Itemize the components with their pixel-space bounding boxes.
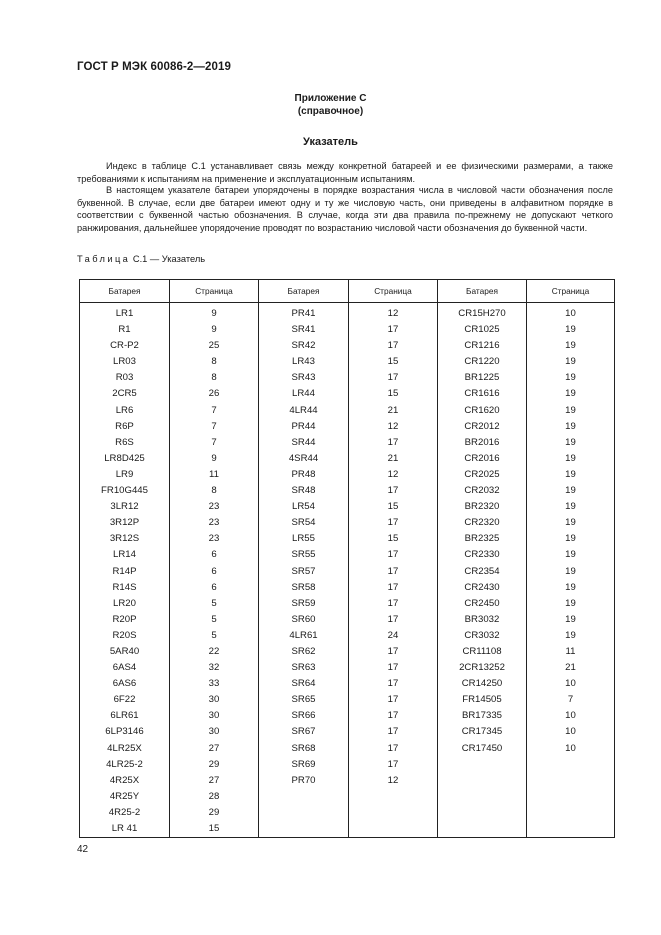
page-reference: 19 (565, 613, 576, 625)
page-reference: 17 (387, 372, 399, 384)
battery-designation: CR2320 (464, 517, 500, 529)
page-reference: 24 (387, 629, 399, 641)
page-reference: 9 (211, 324, 217, 336)
battery-designation: CR14250 (461, 678, 503, 690)
page-reference: 27 (208, 774, 220, 786)
page-reference: 19 (565, 597, 576, 609)
page-reference: 6 (211, 565, 217, 577)
page-reference: 6 (211, 581, 217, 593)
page-reference: 17 (387, 581, 399, 593)
page-reference: 7 (211, 420, 217, 432)
page-reference: 17 (387, 694, 399, 706)
column-header-page: Страница (170, 280, 259, 303)
battery-designation: 2CR13252 (459, 662, 505, 674)
battery-designation: CR2330 (464, 549, 500, 561)
battery-designation: CR2016 (464, 452, 500, 464)
battery-designation: BR2016 (464, 436, 500, 448)
column-header-page: Страница (527, 280, 615, 303)
index-heading: Указатель (303, 136, 358, 148)
page-reference: 19 (565, 468, 576, 480)
battery-designation: PR44 (291, 420, 316, 432)
battery-designation: 6AS6 (112, 678, 137, 690)
battery-designation: 4R25-2 (108, 806, 141, 818)
battery-designation: 5AR40 (109, 645, 140, 657)
page-reference: 5 (211, 613, 217, 625)
battery-designation: SR65 (291, 694, 316, 706)
battery-designation: R03 (115, 372, 134, 384)
page-reference: 19 (565, 420, 576, 432)
caption-prefix: Таблица (77, 254, 131, 264)
battery-designation: SR43 (291, 372, 316, 384)
battery-designation: PR41 (291, 308, 316, 319)
page-column (527, 303, 615, 838)
battery-designation: CR2430 (464, 581, 500, 593)
battery-designation: BR3032 (464, 613, 500, 625)
battery-designation: 6LP3146 (105, 726, 144, 738)
column-header-battery: Батарея (259, 280, 349, 303)
battery-designation: LR 41 (111, 823, 138, 834)
page-reference: 19 (565, 501, 576, 513)
battery-designation: CR2025 (464, 468, 500, 480)
page-reference: 5 (211, 629, 217, 641)
page-reference: 5 (211, 597, 217, 609)
battery-designation: 3R12S (109, 533, 140, 545)
battery-designation: CR11108 (462, 645, 502, 657)
battery-designation: CR2354 (464, 565, 500, 577)
page-reference: 32 (208, 662, 220, 674)
page-reference: 17 (387, 549, 399, 561)
page-reference: 12 (387, 774, 399, 786)
page-reference: 19 (565, 388, 576, 400)
page-reference: 19 (565, 340, 576, 352)
page-reference: 8 (211, 372, 217, 384)
page-reference: 27 (208, 742, 220, 754)
page-reference: 19 (565, 404, 576, 416)
page-reference: 7 (211, 404, 217, 416)
page-reference: 17 (387, 678, 399, 690)
page-number: 42 (77, 844, 89, 855)
page-reference: 15 (387, 356, 399, 368)
battery-designation: CR-P2 (110, 340, 139, 352)
page-reference: 17 (387, 324, 399, 336)
battery-designation: R1 (118, 324, 131, 336)
battery-column (259, 303, 349, 838)
page-reference: 33 (208, 678, 220, 690)
page-reference: 21 (565, 662, 576, 674)
battery-designation: SR67 (291, 726, 316, 738)
page-reference: 15 (208, 823, 220, 834)
page-reference: 19 (565, 372, 576, 384)
battery-designation: R20S (112, 629, 137, 641)
page-reference: 19 (565, 533, 576, 545)
battery-designation: BR1225 (464, 372, 500, 384)
page-reference: 17 (387, 742, 399, 754)
battery-designation: LR20 (113, 597, 136, 609)
battery-designation: SR68 (291, 742, 316, 754)
battery-designation: BR17335 (461, 710, 502, 722)
page-reference: 29 (208, 806, 220, 818)
battery-designation: SR44 (291, 436, 316, 448)
page-reference: 17 (387, 613, 399, 625)
battery-designation: PR70 (291, 774, 316, 786)
battery-designation: SR60 (291, 613, 316, 625)
battery-column (80, 303, 170, 838)
page-reference: 15 (387, 388, 399, 400)
table-header-row (80, 280, 615, 303)
battery-designation: SR63 (291, 662, 316, 674)
caption-text: С.1 — Указатель (130, 254, 206, 264)
battery-designation: SR69 (291, 758, 316, 770)
battery-designation: LR03 (113, 356, 136, 368)
battery-designation: R14S (112, 581, 137, 593)
page-reference: 19 (565, 629, 576, 641)
page-reference: 15 (387, 501, 399, 513)
page-reference: 8 (211, 485, 217, 497)
battery-designation: SR59 (291, 597, 316, 609)
battery-designation: 3R12P (109, 517, 140, 529)
intro-paragraph (77, 160, 613, 185)
page-reference: 10 (565, 742, 576, 754)
page-reference: 17 (387, 340, 399, 352)
battery-designation: 2CR5 (112, 388, 137, 400)
battery-designation: 6AS4 (112, 662, 137, 674)
battery-designation: SR57 (291, 565, 316, 577)
table-body-row (80, 303, 615, 838)
page-reference: 7 (567, 694, 574, 706)
page-reference: 10 (565, 678, 576, 690)
battery-designation: 4LR25X (107, 742, 142, 754)
column-header-battery: Батарея (438, 280, 527, 303)
battery-designation: CR1025 (464, 324, 500, 336)
page-reference: 17 (387, 485, 399, 497)
page-reference: 19 (565, 452, 576, 464)
page-column (170, 303, 259, 838)
battery-designation: R6S (115, 436, 134, 448)
page-reference: 23 (208, 501, 220, 513)
battery-designation: 3LR12 (110, 501, 139, 513)
page-reference: 21 (387, 452, 399, 464)
page-reference: 19 (565, 356, 576, 368)
page-reference: 29 (208, 758, 220, 770)
battery-designation: LR54 (292, 501, 315, 513)
battery-designation: 4LR25-2 (106, 758, 143, 770)
battery-designation: 4R25X (109, 774, 140, 786)
battery-designation: BR2325 (464, 533, 500, 545)
battery-designation: R6P (115, 420, 134, 432)
page-reference: 12 (387, 468, 399, 480)
battery-designation: 4SR44 (288, 452, 319, 464)
page-reference: 11 (565, 645, 576, 657)
page-reference: 10 (565, 710, 576, 722)
page-reference: 17 (387, 436, 399, 448)
battery-designation: CR1216 (464, 340, 500, 352)
page-reference: 9 (211, 308, 217, 319)
battery-designation: LR1 (115, 308, 134, 319)
battery-designation: CR17345 (461, 726, 503, 738)
battery-designation: CR15H270 (458, 308, 506, 319)
battery-designation: SR64 (291, 678, 316, 690)
battery-designation: SR58 (291, 581, 316, 593)
annex-title: Приложение С (294, 93, 367, 104)
paragraph-text: В настоящем указателе батареи упорядочены в порядке возрастания числа в числовой части обозначения после буквенной. В случае, если две батареи имеют одну и ту же числовую часть, они приведены в алфавитном порядке в соответствии с буквенной частью обозначения. В случае, когда эти два правила по-прежнему не допускают четкого ранжирования, дальнейшее упорядочение проводят по возрастанию числовой части обозначения до буквенной части. (77, 185, 613, 233)
battery-designation: LR14 (113, 549, 136, 561)
paragraph-text: Индекс в таблице С.1 устанавливает связь между конкретной батареей и ее физическими размерами, а также требованиями к испытаниям на применение и эксплуатационным испытаниям. (77, 161, 613, 184)
battery-designation: CR2012 (464, 420, 500, 432)
table-caption (77, 254, 205, 264)
page-reference: 8 (211, 356, 217, 368)
page-reference: 19 (565, 324, 576, 336)
battery-designation: SR66 (291, 710, 316, 722)
page-reference: 11 (209, 468, 219, 480)
battery-designation: 6F22 (113, 694, 136, 706)
page-column (349, 303, 438, 838)
page-reference: 19 (565, 581, 576, 593)
page-reference: 12 (387, 420, 399, 432)
page-reference: 25 (208, 340, 220, 352)
page-reference: 23 (208, 517, 220, 529)
battery-designation: CR2450 (464, 597, 500, 609)
battery-designation: LR55 (292, 533, 315, 545)
page-reference: 30 (208, 710, 220, 722)
battery-designation: SR54 (291, 517, 316, 529)
column-header-page: Страница (349, 280, 438, 303)
battery-designation: 4R25Y (109, 790, 140, 802)
battery-designation: LR8D425 (104, 452, 145, 464)
page-reference: 22 (208, 645, 220, 657)
battery-designation: SR62 (291, 645, 316, 657)
battery-designation: BR2320 (464, 501, 500, 513)
page-reference: 23 (208, 533, 220, 545)
battery-designation: 4LR44 (289, 404, 318, 416)
battery-designation: 6LR61 (110, 710, 139, 722)
battery-designation: R20P (112, 613, 137, 625)
battery-designation: LR43 (292, 356, 315, 368)
battery-designation: FR10G445 (101, 485, 148, 497)
standard-designation: ГОСТ Р МЭК 60086-2—2019 (77, 61, 231, 73)
ordering-paragraph (77, 184, 613, 234)
page-reference: 19 (565, 517, 576, 529)
page-reference: 19 (565, 485, 576, 497)
battery-column (438, 303, 527, 838)
battery-designation: CR3032 (464, 629, 500, 641)
page-reference: 17 (387, 662, 399, 674)
page-reference: 17 (387, 565, 399, 577)
battery-designation: PR48 (291, 468, 316, 480)
battery-designation: CR1616 (464, 388, 500, 400)
page-reference: 21 (387, 404, 399, 416)
battery-designation: CR17450 (461, 742, 503, 754)
battery-designation: CR2032 (464, 485, 500, 497)
battery-designation: FR14505 (462, 694, 502, 706)
battery-designation: SR48 (291, 485, 316, 497)
annex-subtitle: (справочное) (297, 106, 364, 117)
page-reference: 19 (565, 549, 576, 561)
page-reference: 6 (211, 549, 217, 561)
page-reference: 19 (565, 436, 576, 448)
battery-designation: LR9 (115, 468, 134, 480)
page-reference: 15 (387, 533, 399, 545)
page-reference: 17 (387, 710, 399, 722)
battery-designation: CR1620 (464, 404, 500, 416)
page-reference: 30 (208, 726, 220, 738)
battery-designation: LR44 (292, 388, 315, 400)
page-reference: 26 (208, 388, 220, 400)
page-reference: 17 (387, 517, 399, 529)
page-reference: 19 (565, 565, 576, 577)
page-reference: 17 (387, 758, 399, 770)
page-reference: 28 (208, 790, 220, 802)
battery-designation: SR55 (291, 549, 316, 561)
battery-designation: R14P (112, 565, 137, 577)
page-reference: 17 (387, 726, 399, 738)
page-reference: 30 (208, 694, 220, 706)
page-reference: 10 (565, 726, 576, 738)
battery-designation: CR1220 (464, 356, 500, 368)
page-reference: 7 (211, 436, 217, 448)
page-reference: 10 (565, 308, 576, 319)
battery-designation: 4LR61 (289, 629, 318, 641)
battery-designation: SR42 (291, 340, 316, 352)
page-reference: 12 (387, 308, 399, 319)
battery-designation: LR6 (115, 404, 134, 416)
battery-designation: SR41 (291, 324, 316, 336)
page-reference: 9 (211, 452, 217, 464)
page-reference: 17 (387, 597, 399, 609)
page-reference: 17 (387, 645, 399, 657)
column-header-battery: Батарея (80, 280, 170, 303)
index-table (79, 279, 615, 838)
